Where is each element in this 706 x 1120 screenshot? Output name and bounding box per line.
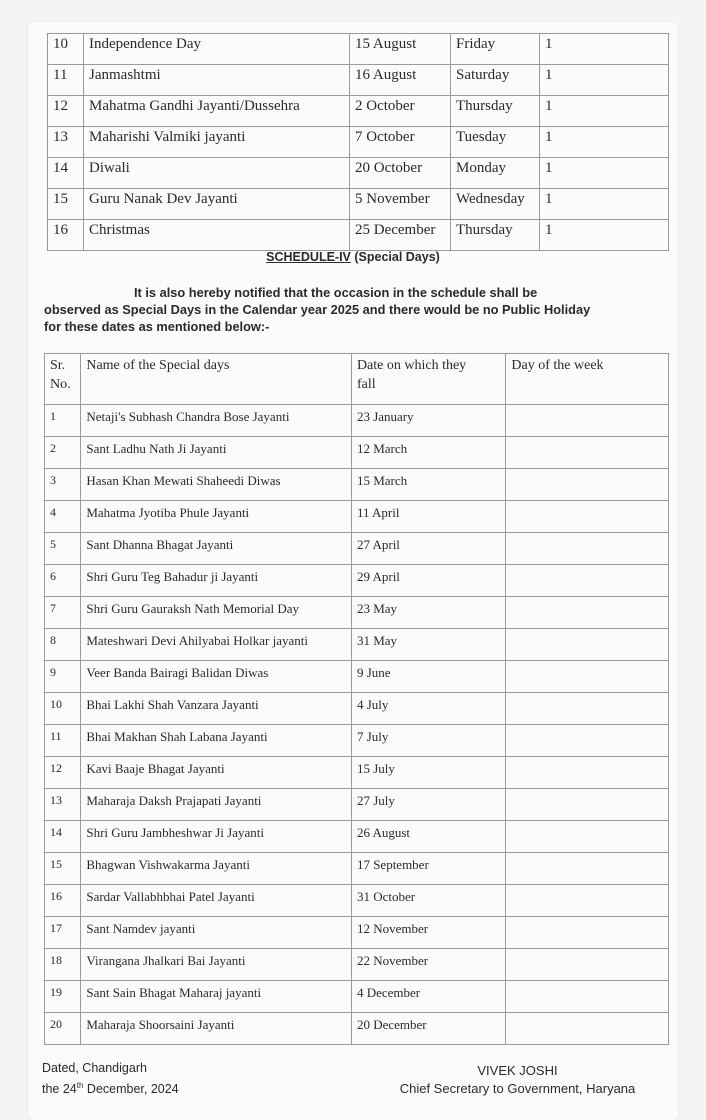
- cell-sr: 2: [45, 437, 81, 469]
- cell-sr: 15: [45, 853, 81, 885]
- table-row: [45, 821, 669, 853]
- cell-date: 20 October: [350, 158, 451, 189]
- schedule-title: [0, 250, 706, 264]
- cell-day: [506, 661, 669, 693]
- table-row: [45, 501, 669, 533]
- table-row: [45, 533, 669, 565]
- cell-day: Wednesday: [451, 189, 540, 220]
- cell-day: [506, 597, 669, 629]
- table-row: [45, 1013, 669, 1045]
- header-day: Day of the week: [506, 354, 669, 405]
- cell-day: [506, 469, 669, 501]
- cell-name: Shri Guru Teg Bahadur ji Jayanti: [81, 565, 352, 597]
- cell-date: 4 December: [351, 981, 505, 1013]
- cell-name: Netaji's Subhash Chandra Bose Jayanti: [81, 405, 352, 437]
- cell-day: Thursday: [451, 220, 540, 251]
- cell-date: 7 July: [351, 725, 505, 757]
- table-row: [45, 725, 669, 757]
- dated-place: Dated, Chandigarh: [42, 1061, 147, 1075]
- header-fall-line: fall: [356, 377, 376, 392]
- cell-date: 31 October: [351, 885, 505, 917]
- table-row: [45, 629, 669, 661]
- cell-name: Kavi Baaje Bhagat Jayanti: [81, 757, 352, 789]
- cell-sr: 15: [48, 189, 84, 220]
- cell-sr: 9: [45, 661, 81, 693]
- cell-date: 11 April: [351, 501, 505, 533]
- signature-block: [390, 1062, 645, 1098]
- cell-sr: 8: [45, 629, 81, 661]
- cell-date: 12 November: [351, 917, 505, 949]
- table-row: [48, 65, 669, 96]
- cell-date: 2 October: [350, 96, 451, 127]
- cell-sr: 5: [45, 533, 81, 565]
- table-row: [48, 189, 669, 220]
- cell-sr: 17: [45, 917, 81, 949]
- table-row: [45, 885, 669, 917]
- table-row: [45, 437, 669, 469]
- cell-name: Mateshwari Devi Ahilyabai Holkar jayanti: [81, 629, 352, 661]
- dated-date-suffix: th: [76, 1081, 84, 1090]
- table-row: [45, 757, 669, 789]
- cell-date: 4 July: [351, 693, 505, 725]
- cell-date: 23 May: [351, 597, 505, 629]
- cell-date: 15 July: [351, 757, 505, 789]
- cell-count: 1: [540, 220, 669, 251]
- table-row: [48, 34, 669, 65]
- cell-day: [506, 533, 669, 565]
- header-sr-no: [45, 354, 81, 405]
- cell-day: Saturday: [451, 65, 540, 96]
- cell-name: Sardar Vallabhbhai Patel Jayanti: [81, 885, 352, 917]
- cell-sr: 16: [45, 885, 81, 917]
- table-row: [45, 693, 669, 725]
- cell-day: [506, 917, 669, 949]
- cell-sr: 1: [45, 405, 81, 437]
- header-sr-line: Sr.: [50, 358, 66, 373]
- cell-day: [506, 757, 669, 789]
- cell-day: [506, 853, 669, 885]
- cell-date: 27 April: [351, 533, 505, 565]
- cell-date: 20 December: [351, 1013, 505, 1045]
- cell-name: Maharaja Shoorsaini Jayanti: [81, 1013, 352, 1045]
- cell-day: [506, 949, 669, 981]
- cell-day: [506, 789, 669, 821]
- table-row: [45, 853, 669, 885]
- cell-sr: 10: [45, 693, 81, 725]
- cell-name: Guru Nanak Dev Jayanti: [84, 189, 350, 220]
- cell-date: 26 August: [351, 821, 505, 853]
- cell-name: Bhai Lakhi Shah Vanzara Jayanti: [81, 693, 352, 725]
- cell-name: Maharishi Valmiki jayanti: [84, 127, 350, 158]
- schedule-subheading: (Special Days): [354, 250, 440, 264]
- table-row: [45, 661, 669, 693]
- cell-name: Shri Guru Gauraksh Nath Memorial Day: [81, 597, 352, 629]
- cell-sr: 19: [45, 981, 81, 1013]
- cell-date: 22 November: [351, 949, 505, 981]
- cell-sr: 11: [45, 725, 81, 757]
- cell-day: Monday: [451, 158, 540, 189]
- signatory-name: VIVEK JOSHI: [477, 1063, 558, 1078]
- schedule-heading: SCHEDULE-IV: [266, 250, 351, 264]
- cell-date: 7 October: [350, 127, 451, 158]
- cell-date: 15 March: [351, 469, 505, 501]
- cell-sr: 3: [45, 469, 81, 501]
- cell-day: [506, 821, 669, 853]
- cell-date: 16 August: [350, 65, 451, 96]
- cell-sr: 13: [48, 127, 84, 158]
- cell-sr: 4: [45, 501, 81, 533]
- cell-name: Hasan Khan Mewati Shaheedi Diwas: [81, 469, 352, 501]
- cell-day: [506, 437, 669, 469]
- cell-date: 12 March: [351, 437, 505, 469]
- cell-day: Thursday: [451, 96, 540, 127]
- header-date-line: Date on which they: [356, 358, 467, 373]
- cell-count: 1: [540, 127, 669, 158]
- cell-sr: 7: [45, 597, 81, 629]
- cell-day: [506, 565, 669, 597]
- dated-date-rest: December, 2024: [83, 1082, 179, 1097]
- cell-count: 1: [540, 158, 669, 189]
- cell-day: [506, 693, 669, 725]
- cell-name: Janmashtmi: [84, 65, 350, 96]
- cell-name: Virangana Jhalkari Bai Jayanti: [81, 949, 352, 981]
- cell-name: Mahatma Jyotiba Phule Jayanti: [81, 501, 352, 533]
- cell-day: [506, 629, 669, 661]
- cell-name: Sant Namdev jayanti: [81, 917, 352, 949]
- cell-day: Friday: [451, 34, 540, 65]
- cell-date: 9 June: [351, 661, 505, 693]
- cell-day: [506, 725, 669, 757]
- notice-line: observed as Special Days in the Calendar year 2025 and there would be no Public Holiday: [44, 302, 591, 317]
- cell-sr: 11: [48, 65, 84, 96]
- table-row: [45, 565, 669, 597]
- cell-sr: 12: [45, 757, 81, 789]
- cell-sr: 6: [45, 565, 81, 597]
- cell-date: 17 September: [351, 853, 505, 885]
- table-row: [45, 405, 669, 437]
- cell-date: 31 May: [351, 629, 505, 661]
- notification-paragraph: [44, 284, 619, 335]
- cell-day: Tuesday: [451, 127, 540, 158]
- cell-count: 1: [540, 65, 669, 96]
- table-row: [45, 949, 669, 981]
- table-row: [45, 789, 669, 821]
- dated-block: [42, 1060, 179, 1098]
- cell-count: 1: [540, 189, 669, 220]
- header-date: [351, 354, 505, 405]
- dated-date-prefix: the 24: [42, 1082, 77, 1097]
- cell-count: 1: [540, 34, 669, 65]
- signatory-title: Chief Secretary to Government, Haryana: [399, 1081, 636, 1096]
- notice-line: It is also hereby notified that the occasion in the schedule shall be: [134, 285, 538, 300]
- table-row: [48, 158, 669, 189]
- cell-name: Sant Ladhu Nath Ji Jayanti: [81, 437, 352, 469]
- cell-date: 25 December: [350, 220, 451, 251]
- table-row: [48, 96, 669, 127]
- table-row: [45, 981, 669, 1013]
- cell-sr: 12: [48, 96, 84, 127]
- holiday-table: [47, 33, 669, 251]
- cell-date: 27 July: [351, 789, 505, 821]
- cell-sr: 10: [48, 34, 84, 65]
- cell-name: Mahatma Gandhi Jayanti/Dussehra: [84, 96, 350, 127]
- table-header-row: [45, 354, 669, 405]
- cell-date: 23 January: [351, 405, 505, 437]
- dated-date: [42, 1077, 179, 1098]
- cell-sr: 14: [48, 158, 84, 189]
- table-row: [48, 127, 669, 158]
- cell-sr: 13: [45, 789, 81, 821]
- cell-name: Bhai Makhan Shah Labana Jayanti: [81, 725, 352, 757]
- cell-name: Christmas: [84, 220, 350, 251]
- cell-date: 15 August: [350, 34, 451, 65]
- cell-name: Maharaja Daksh Prajapati Jayanti: [81, 789, 352, 821]
- cell-name: Diwali: [84, 158, 350, 189]
- cell-day: [506, 981, 669, 1013]
- cell-name: Sant Sain Bhagat Maharaj jayanti: [81, 981, 352, 1013]
- cell-sr: 14: [45, 821, 81, 853]
- cell-name: Veer Banda Bairagi Balidan Diwas: [81, 661, 352, 693]
- cell-sr: 16: [48, 220, 84, 251]
- cell-date: 5 November: [350, 189, 451, 220]
- cell-day: [506, 885, 669, 917]
- table-row: [45, 469, 669, 501]
- cell-sr: 20: [45, 1013, 81, 1045]
- cell-day: [506, 1013, 669, 1045]
- cell-count: 1: [540, 96, 669, 127]
- special-days-table: [44, 353, 669, 1045]
- cell-name: Shri Guru Jambheshwar Ji Jayanti: [81, 821, 352, 853]
- table-row: [45, 917, 669, 949]
- notice-line: for these dates as mentioned below:-: [44, 319, 270, 334]
- cell-date: 29 April: [351, 565, 505, 597]
- cell-name: Independence Day: [84, 34, 350, 65]
- header-name: Name of the Special days: [81, 354, 352, 405]
- cell-sr: 18: [45, 949, 81, 981]
- cell-day: [506, 501, 669, 533]
- cell-name: Sant Dhanna Bhagat Jayanti: [81, 533, 352, 565]
- cell-name: Bhagwan Vishwakarma Jayanti: [81, 853, 352, 885]
- header-no-line: No.: [50, 377, 71, 392]
- table-row: [48, 220, 669, 251]
- table-row: [45, 597, 669, 629]
- cell-day: [506, 405, 669, 437]
